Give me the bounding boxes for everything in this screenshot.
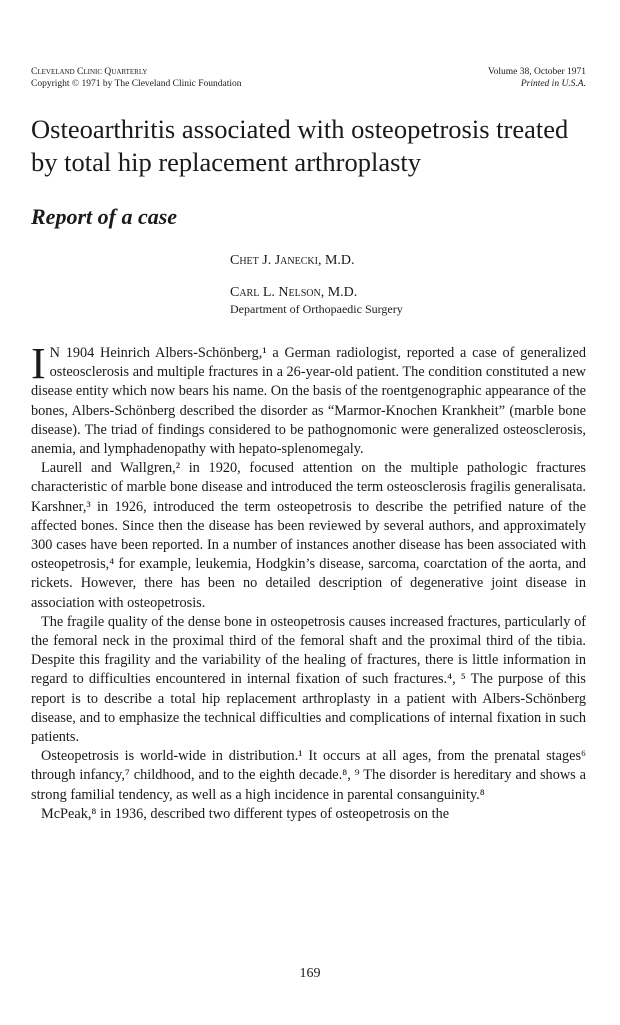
running-header-left	[31, 66, 241, 90]
running-header-right	[488, 66, 586, 90]
page-number: 169	[299, 966, 321, 981]
paragraph-2: Laurell and Wallgren,² in 1920, focused attention on the multiple pathologic fractures characteristic of marble bone disease and introduced the term osteosclerosis fragilis generalisata. Karshner,³ in 1926, introduced the term osteopetrosis to describe the petrified nature of the affected bones. Since then the disease has been reviewed by several authors, and approximately 300 cases have been reported. In a number of instances another disease has been associated with osteopetrosis,⁴ for example, leukemia, Hodgkin’s disease, sarcoma, coarctation of the aorta, and rickets. However, there has been no detailed description of degenerative joint disease in association with osteopetrosis.	[31, 460, 586, 611]
article-body	[31, 339, 587, 824]
department: Department of Orthopaedic Surgery	[230, 302, 403, 316]
author-1: Chet J. Janecki, M.D.	[230, 253, 355, 268]
paragraph-4: Osteopetrosis is world-wide in distribution.¹ It occurs at all ages, from the prenatal stages⁶ through infancy,⁷ childhood, and to the eighth decade.⁸, ⁹ The disorder is hereditary and shows a strong familial tendency, as well as a high incidence in parental consanguinity.⁸	[31, 748, 586, 803]
article-subtitle: Report of a case	[31, 204, 178, 229]
paragraph-3: The fragile quality of the dense bone in osteopetrosis causes increased fractures, particularly of the femoral neck in the proximal third of the femoral shaft and the proximal third of the tibia. Despite this fragility and the variability of the healing of fractures, there is little information in regard to difficulties encountered in internal fixation of such fractures.⁴, ⁵ The purpose of this report is to describe a total hip replacement arthroplasty in a patient with Albers-Schönberg disease, and to emphasize the technical difficulties and complications of internal fixation in such patients.	[31, 613, 586, 746]
article-title: Osteoarthritis associated with osteopetrosis treated by total hip replacement arthroplasty	[31, 114, 569, 177]
paragraph-1-text: N 1904 Heinrich Albers-Schönberg,¹ a German radiologist, reported a case of generalized osteosclerosis and multiple fractures in a 26-year-old patient. The condition constituted a new disease entity which now bears his name. On the basis of the roentgenographic appearance of the bones, Albers-Schönberg described the disorder as “Marmor-Knochen Krankheit” (marble bone disease). The triad of findings considered to be pathognomonic were generalized osteosclerosis, anemia, and lymphadenopathy with hepato-splenomegaly.	[31, 345, 587, 458]
paragraph-1	[31, 339, 587, 459]
printed-line: Printed in U.S.A.	[520, 79, 586, 89]
journal-name: Cleveland Clinic Quarterly	[31, 67, 148, 77]
author-2: Carl L. Nelson, M.D.	[230, 285, 358, 300]
volume-line: Volume 38, October 1971	[488, 67, 586, 77]
paragraph-5: McPeak,⁸ in 1936, described two different types of osteopetrosis on the	[41, 805, 450, 822]
drop-cap: I	[31, 339, 46, 388]
copyright-line: Copyright © 1971 by The Cleveland Clinic Foundation	[31, 79, 242, 89]
